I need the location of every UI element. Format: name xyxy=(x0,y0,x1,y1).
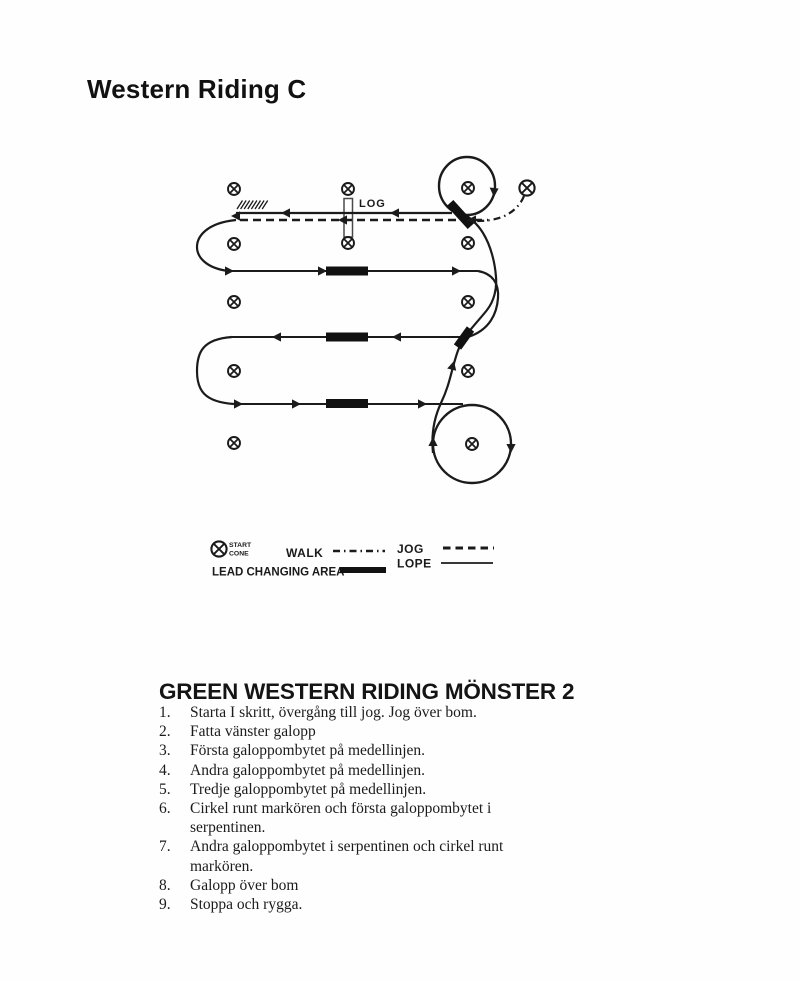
pattern-step xyxy=(159,741,543,760)
step-number: 7. xyxy=(159,838,171,856)
page-title: Western Riding C xyxy=(87,74,307,104)
legend-start-cone-icon xyxy=(211,541,226,556)
step-number: 5. xyxy=(159,780,171,798)
legend-walk-label: WALK xyxy=(286,546,324,560)
step-number: 3. xyxy=(159,742,171,760)
pattern-step xyxy=(159,761,543,780)
legend-lead-label: LEAD CHANGING AREA xyxy=(212,566,345,579)
direction-arrows xyxy=(225,188,516,454)
cone-icon xyxy=(342,237,354,249)
step-number: 9. xyxy=(159,896,171,914)
cone-icon xyxy=(228,437,240,449)
cone-icon xyxy=(228,238,240,250)
legend-lope-label: LOPE xyxy=(397,556,432,571)
pattern-step xyxy=(159,703,543,722)
lead-change-bar-serpentine-lower xyxy=(458,329,471,347)
cone-icon xyxy=(466,438,478,450)
step-number: 8. xyxy=(159,876,171,894)
pattern-step xyxy=(159,722,543,741)
pattern-step xyxy=(159,799,543,837)
step-text: Första galoppombytet på medellinjen. xyxy=(190,742,426,760)
pattern-heading: GREEN WESTERN RIDING MÖNSTER 2 xyxy=(159,679,575,704)
start-cone-icon xyxy=(519,180,534,195)
step-number: 6. xyxy=(159,800,171,818)
legend-start-label-2: CONE xyxy=(229,550,249,558)
step-number: 1. xyxy=(159,704,171,721)
cone-icon xyxy=(462,182,474,194)
log-label: LOG xyxy=(359,198,386,210)
step-text: Galopp över bom xyxy=(190,876,299,894)
legend-start-label-1: START xyxy=(229,542,252,549)
pattern-step xyxy=(159,876,543,895)
step-text: Fatta vänster galopp xyxy=(190,723,316,741)
cone-icon xyxy=(228,183,240,195)
lope-uturn-top-left xyxy=(197,220,236,271)
diagram-legend xyxy=(211,541,494,578)
pattern-step xyxy=(159,780,543,799)
pattern-step xyxy=(159,837,543,875)
cone-icon xyxy=(228,296,240,308)
step-number: 2. xyxy=(159,723,171,741)
cone-icon xyxy=(462,237,474,249)
stop-back-hatch-icon xyxy=(237,201,268,210)
step-number: 4. xyxy=(159,761,171,779)
cone-icon xyxy=(228,365,240,377)
step-text: Cirkel runt markören och första galoppombytet i serpentinen. xyxy=(190,800,492,837)
legend-jog-label: JOG xyxy=(397,542,424,556)
cone-icon xyxy=(342,183,354,195)
step-text: Tredje galoppombytet på medellinjen. xyxy=(190,780,427,798)
pattern-step xyxy=(159,895,543,914)
cone-icon xyxy=(462,296,474,308)
step-text: Andra galoppombytet i serpentinen och cirkel runt markören. xyxy=(190,838,504,875)
pattern-steps-list xyxy=(159,703,543,914)
step-text: Andra galoppombytet på medellinjen. xyxy=(190,761,426,779)
step-text: Stoppa och rygga. xyxy=(190,896,303,914)
cone-icon xyxy=(462,365,474,377)
step-text: Starta I skritt, övergång till jog. Jog över bom. xyxy=(190,704,477,721)
